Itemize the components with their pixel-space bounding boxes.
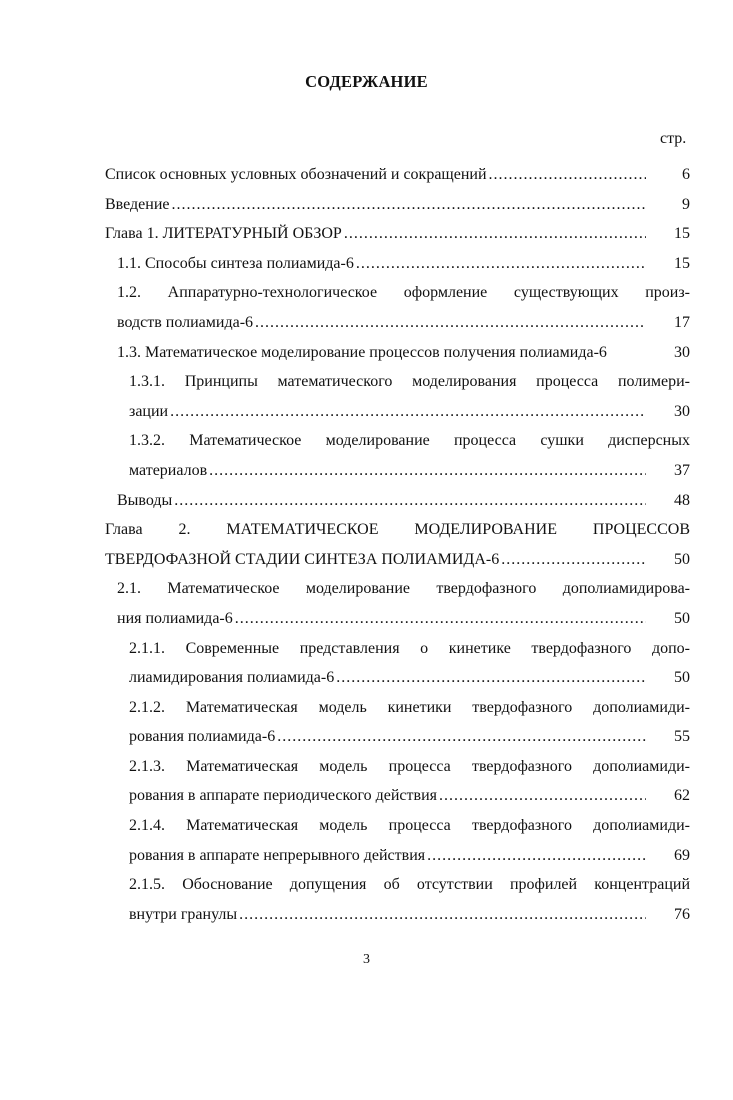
dot-leader (427, 841, 646, 871)
toc-entry-last-line (117, 604, 690, 634)
toc-entry-page: 37 (674, 461, 690, 479)
dot-leader (209, 456, 646, 486)
toc-entry-title: 1.3. Математическое моделирование процессов получения полиамида-6 (117, 343, 607, 361)
toc-entry-title: ния полиамида-6 (117, 609, 233, 627)
toc-entry-line: 2.1.2. Математическая модель кинетики твердофазного дополиамиди- (129, 698, 690, 716)
dot-leader (439, 781, 646, 811)
toc-entry-line: 1.3.2. Математическое моделирование процесса сушки дисперсных (129, 432, 690, 450)
toc-entry-line: 1.3.1. Принципы математического моделирования процесса полимери- (129, 373, 690, 391)
page-column-label: стр. (660, 130, 687, 147)
toc-entry[interactable] (105, 634, 690, 693)
toc-entry-title: водств полиамида-6 (117, 313, 254, 331)
toc-entry-page: 50 (674, 550, 690, 568)
page-title: СОДЕРЖАНИЕ (305, 72, 428, 91)
toc-entry-line: Глава 2. МАТЕМАТИЧЕСКОЕ МОДЕЛИРОВАНИЕ ПРОЦЕССОВ (105, 521, 690, 539)
toc-entry-title: рования в аппарате периодического действия (129, 787, 437, 805)
toc-entry[interactable] (105, 870, 690, 929)
toc-entry-page: 9 (682, 195, 690, 213)
toc-entry-page: 50 (674, 669, 690, 687)
toc-entry-last-line (105, 545, 690, 575)
toc-entry-line: 2.1.5. Обоснование допущения об отсутствии профилей концентраций (129, 876, 690, 894)
toc-entry-last-line (105, 160, 690, 190)
toc-entry-page: 6 (682, 166, 690, 183)
toc-entry[interactable] (105, 190, 690, 220)
toc-entry-last-line (117, 249, 690, 279)
toc-entry-title: лиамидирования полиамида-6 (129, 669, 335, 687)
toc-entry-title: Глава 1. ЛИТЕРАТУРНЫЙ ОБЗОР (105, 225, 342, 243)
toc-entry-title: Список основных условных обозначений и сокращений (105, 166, 487, 183)
toc-entry[interactable] (105, 219, 690, 249)
toc-entry-title: 1.1. Способы синтеза полиамида-6 (117, 254, 354, 272)
dot-leader (489, 160, 646, 190)
toc-entry-page: 76 (674, 905, 690, 923)
toc-entry-last-line (129, 841, 690, 871)
toc-entry-title: рования полиамида-6 (129, 728, 276, 746)
toc-entry-last-line (129, 722, 690, 752)
toc-entry-page: 55 (674, 728, 690, 746)
toc-entry-line: 2.1.4. Математическая модель процесса твердофазного дополиамиди- (129, 817, 690, 835)
toc-entry-last-line (129, 900, 690, 930)
dot-leader (239, 900, 646, 930)
toc-entry-title: рования в аппарате непрерывного действия (129, 846, 426, 864)
toc-entry-page: 15 (674, 254, 690, 272)
toc-entry-page: 15 (674, 225, 690, 243)
toc-entry[interactable] (105, 486, 690, 516)
table-of-contents (105, 160, 690, 929)
toc-entry-title: внутри гранулы (129, 905, 238, 923)
toc-entry-last-line (129, 663, 690, 693)
toc-entry-page: 50 (674, 609, 690, 627)
dot-leader (172, 190, 647, 220)
toc-entry-last-line (117, 308, 690, 338)
toc-entry-title: Выводы (117, 491, 173, 509)
toc-entry-line: 1.2. Аппаратурно-технологическое оформление существующих произ- (117, 284, 690, 302)
toc-entry[interactable] (105, 574, 690, 633)
toc-entry[interactable] (105, 338, 690, 368)
toc-entry-last-line (105, 190, 690, 220)
dot-leader (344, 219, 646, 249)
page-number: 3 (363, 952, 370, 967)
toc-entry-page: 30 (674, 343, 690, 361)
dot-leader (255, 308, 646, 338)
toc-entry[interactable] (105, 752, 690, 811)
toc-entry[interactable] (105, 367, 690, 426)
toc-entry[interactable] (105, 426, 690, 485)
toc-entry[interactable] (105, 278, 690, 337)
dot-leader (356, 249, 646, 279)
toc-entry-last-line (105, 219, 690, 249)
toc-entry-page: 48 (674, 491, 690, 509)
toc-entry[interactable] (105, 811, 690, 870)
toc-entry[interactable] (105, 515, 690, 574)
toc-entry-last-line (129, 781, 690, 811)
dot-leader (501, 545, 646, 575)
toc-entry-title: материалов (129, 461, 208, 479)
toc-entry[interactable] (105, 160, 690, 190)
toc-entry[interactable] (105, 249, 690, 279)
toc-entry-page: 69 (674, 846, 690, 864)
toc-entry-line: 2.1.1. Современные представления о кинетике твердофазного допо- (129, 639, 690, 657)
toc-entry-page: 62 (674, 787, 690, 805)
toc-entry-page: 17 (674, 313, 690, 331)
toc-entry-last-line (129, 397, 690, 427)
dot-leader (170, 397, 646, 427)
toc-entry-title: Введение (105, 195, 170, 213)
toc-entry-title: ТВЕРДОФАЗНОЙ СТАДИИ СИНТЕЗА ПОЛИАМИДА-6 (105, 550, 500, 568)
dot-leader (174, 486, 646, 516)
toc-entry-last-line (117, 486, 690, 516)
dot-leader (336, 663, 646, 693)
toc-entry-last-line (117, 338, 690, 368)
toc-entry-last-line (129, 456, 690, 486)
toc-entry-title: зации (129, 402, 169, 420)
toc-entry-page: 30 (674, 402, 690, 420)
dot-leader (277, 722, 646, 752)
dot-leader (235, 604, 646, 634)
toc-entry-line: 2.1. Математическое моделирование твердофазного дополиамидирова- (117, 580, 690, 598)
toc-entry-line: 2.1.3. Математическая модель процесса твердофазного дополиамиди- (129, 757, 690, 775)
toc-entry[interactable] (105, 693, 690, 752)
